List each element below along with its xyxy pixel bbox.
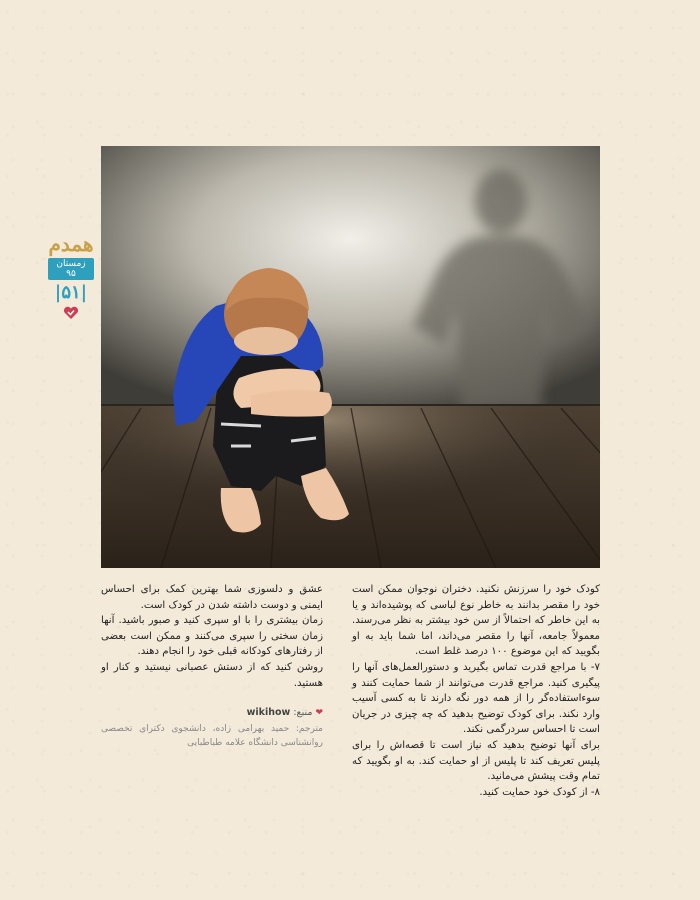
article-photo (101, 146, 600, 568)
heart-icon: ❤ (315, 708, 323, 719)
magazine-logo (48, 232, 94, 324)
source-line (101, 705, 323, 722)
translator-credit: مترجم: حمید بهرامی زاده، دانشجوی دکترای تخصصی روانشناسی دانشگاه علامه طباطبایی (101, 723, 323, 748)
paragraph: کودک خود را سرزنش نکنید. دختران نوجوان ممکن است خود را مقصر بدانند به خاطر نوع لباسی که پوشیده‌اند و یا به این خاطر که احتمالاً از سن خود بیشتر به نظر می‌رسند. معمولاً جامعه، آنها را مقصر می‌داند، اما شما باید به او بگویید که این موضوع ۱۰۰ درصد غلط است. (352, 584, 600, 658)
source-label: منبع: (293, 707, 313, 719)
paragraph: عشق و دلسوزی شما بهترین کمک برای احساس ایمنی و دوست داشته شدن در کودک است. (101, 584, 323, 611)
paragraph: زمان بیشتری را با او سپری کنید و صبور باشید. آنها زمان سختی را سپری می‌کنند و ممکن است بعضی از رفتارهای کودکانه قبلی خود را انجام دهند. (101, 615, 323, 658)
issue-season: زمستان ۹۵ (48, 258, 94, 280)
source-name: wikihow (246, 707, 291, 719)
heart-icon (48, 305, 94, 324)
paragraph: برای آنها توضیح بدهید که نیاز است تا قصه‌اش را برای پلیس تعریف کند تا پلیس از او حمایت کند. به او بگویید که تمام وقت پیشش می‌مانید. (352, 739, 600, 783)
paragraph: ۷- با مراجع قدرت تماس بگیرید و دستورالعمل‌های آنها را پیگیری کنید. مراجع قدرت می‌توانند از شما حمایت کنند و سوءاستفاده‌گر را از همه دور نگه دارند تا به کسی آسیب وارد نکند. برای کودک توضیح بدهید که چه چیزی در جریان است تا احساس سردرگمی نکند. (352, 661, 600, 736)
paragraph: روشن کنید که از دستش عصبانی نیستید و کنار او هستید. (101, 661, 323, 689)
article-column-right (352, 582, 600, 800)
page-number: |۵۱| (54, 282, 88, 303)
paragraph: ۸- از کودک خود حمایت کنید. (479, 786, 600, 798)
article-column-left (101, 582, 323, 750)
logo-wordmark: همدم (48, 232, 94, 256)
